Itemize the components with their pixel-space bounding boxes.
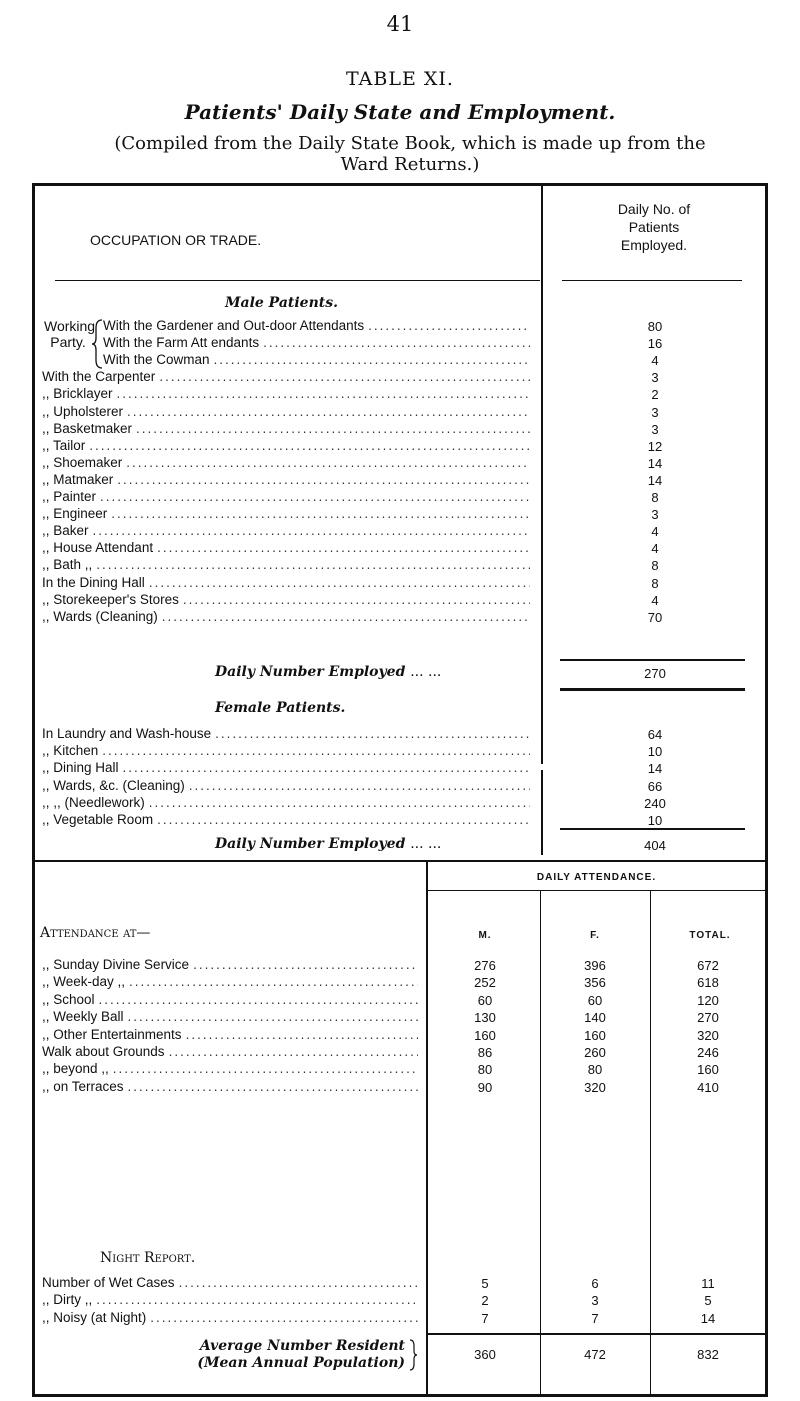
- male-row-label: With the Gardener and Out-door Attendants: [103, 318, 365, 333]
- col-total-header: TOTAL.: [689, 930, 731, 941]
- attendance-row-label: ,, Sunday Divine Service: [42, 957, 190, 972]
- attendance-row: [42, 957, 418, 974]
- male-row-value: 12: [647, 438, 663, 454]
- male-row: [42, 438, 530, 455]
- attendance-row: [42, 992, 418, 1009]
- female-row-value: 10: [647, 813, 663, 828]
- male-row: [42, 575, 530, 592]
- female-row: [42, 726, 530, 743]
- working-party-brace: [90, 318, 104, 370]
- table-left-rule: [32, 183, 35, 1397]
- table-subtitle: Patients' Daily State and Employment.: [184, 100, 616, 124]
- female-row: [42, 812, 530, 829]
- male-row-value: 3: [651, 404, 659, 420]
- night-row-label: Number of Wet Cases: [42, 1275, 175, 1290]
- attendance-total-value: 410: [697, 1079, 719, 1095]
- leader-dots: [113, 1061, 418, 1076]
- male-row-value: 2: [651, 387, 659, 403]
- attendance-row-label: ,, on Terraces: [42, 1078, 124, 1094]
- daily-no-header-line-3: Employed.: [620, 237, 688, 253]
- male-row-label: ,, Matmaker: [42, 471, 114, 487]
- male-row-value: 8: [651, 558, 659, 574]
- night-f-value: 6: [591, 1276, 599, 1291]
- male-row-value: 16: [647, 336, 663, 352]
- header-rule-left: [55, 280, 540, 281]
- male-row-label: ,, Engineer: [42, 506, 108, 522]
- leader-dots: [123, 760, 530, 775]
- male-row: [103, 335, 530, 352]
- table-top-rule: [32, 183, 768, 186]
- compiled-note-line-2: Ward Returns.): [340, 154, 480, 175]
- male-row: [42, 592, 530, 609]
- night-row-label: ,, Dirty ,,: [42, 1292, 93, 1308]
- attendance-at-label: Attendance at—: [40, 925, 151, 941]
- female-row-label: ,, ,, (Needlework): [42, 794, 145, 810]
- attendance-row-label: ,, Week-day ,,: [42, 974, 126, 990]
- female-row-label: In Laundry and Wash-house: [42, 726, 212, 741]
- daily-no-header: [543, 200, 765, 254]
- female-row: [42, 795, 530, 812]
- leader-dots: [93, 523, 530, 538]
- male-total-rule-bottom: [560, 688, 745, 691]
- female-total-label: Daily Number Employed ... ...: [215, 836, 442, 852]
- attendance-row: [42, 1009, 418, 1026]
- female-row-value: 240: [644, 795, 666, 811]
- avg-label: [105, 1338, 405, 1372]
- attendance-row: [42, 1027, 418, 1044]
- leader-dots: [186, 1027, 418, 1042]
- female-row-label: ,, Vegetable Room: [42, 812, 154, 827]
- attendance-divider-label: [426, 862, 428, 1394]
- leader-dots: [215, 726, 530, 741]
- male-row-value: 3: [651, 421, 659, 437]
- male-row-value: 14: [647, 472, 663, 488]
- female-row-label: ,, Wards, &c. (Cleaning): [42, 777, 185, 793]
- leader-dots: [99, 992, 418, 1007]
- attendance-total-value: 672: [697, 958, 719, 973]
- attendance-total-value: 320: [697, 1027, 719, 1043]
- leader-dots: [169, 1044, 418, 1059]
- attendance-row-label: ,, Weekly Ball: [42, 1009, 124, 1025]
- night-m-value: 7: [481, 1310, 489, 1326]
- leader-dots: [263, 335, 530, 350]
- leader-dots: [149, 795, 530, 810]
- attendance-f-value: 160: [584, 1027, 606, 1043]
- male-row-label: ,, Baker: [42, 523, 89, 539]
- male-row-value: 3: [651, 507, 659, 523]
- female-patients-heading: Female Patients.: [215, 700, 346, 716]
- daily-no-header-line-1: Daily No. of: [617, 201, 691, 217]
- male-row: [42, 472, 530, 489]
- night-f-value: 3: [591, 1293, 599, 1309]
- compiled-note: [40, 133, 780, 175]
- leader-dots: [214, 352, 530, 367]
- attendance-row-label: ,, beyond ,,: [42, 1061, 109, 1077]
- leader-dots: [96, 1292, 418, 1307]
- female-row-value: 14: [647, 761, 663, 777]
- attendance-f-value: 356: [584, 975, 606, 991]
- attendance-f-value: 396: [584, 958, 606, 973]
- female-total-rule: [560, 828, 745, 830]
- attendance-m-value: 160: [474, 1027, 496, 1043]
- male-row-value: 8: [651, 490, 659, 505]
- female-row-value: 64: [647, 727, 663, 742]
- male-row-label: ,, Basketmaker: [42, 420, 133, 436]
- night-row: [42, 1275, 418, 1292]
- leader-dots: [193, 957, 418, 972]
- working-party-label: [44, 318, 96, 350]
- attendance-f-value: 60: [587, 992, 603, 1008]
- male-row-label: ,, Storekeeper's Stores: [42, 591, 179, 607]
- night-report-heading: Night Report.: [100, 1250, 196, 1266]
- leader-dots: [150, 1310, 418, 1325]
- table-bottom-rule: [32, 1394, 768, 1397]
- female-box-left: [541, 770, 543, 855]
- night-total-value: 11: [701, 1276, 715, 1291]
- male-row: [42, 609, 530, 626]
- attendance-m-value: 252: [474, 975, 496, 991]
- avg-m-value: 360: [474, 1347, 496, 1362]
- male-row: [42, 455, 530, 472]
- male-row-value: 4: [651, 592, 659, 608]
- male-row-label: ,, Wards (Cleaning): [42, 608, 158, 624]
- leader-dots: [127, 404, 530, 419]
- male-total-label: Daily Number Employed ... ...: [215, 664, 442, 680]
- attendance-m-value: 130: [474, 1010, 496, 1026]
- leader-dots: [136, 421, 530, 436]
- daily-no-header-line-2: Patients: [628, 219, 680, 235]
- male-patients-heading: Male Patients.: [225, 295, 338, 311]
- table-right-rule: [765, 183, 768, 1397]
- leader-dots: [128, 1009, 418, 1024]
- leader-dots: [111, 506, 530, 521]
- night-row: [42, 1292, 418, 1309]
- male-row-label: With the Cowman: [103, 352, 210, 368]
- attendance-row-label: Walk about Grounds: [42, 1044, 165, 1059]
- male-row: [42, 421, 530, 438]
- attendance-group-rule: [428, 890, 765, 891]
- female-row-label: ,, Dining Hall: [42, 760, 119, 776]
- leader-dots: [368, 318, 530, 333]
- male-total-label-text: Daily Number Employed: [215, 664, 406, 680]
- header-rule-right: [562, 280, 742, 281]
- leader-dots: [157, 540, 530, 555]
- night-f-value: 7: [591, 1310, 599, 1326]
- attendance-m-value: 90: [477, 1079, 493, 1095]
- attendance-row: [42, 1044, 418, 1061]
- leader-dots: [96, 557, 530, 572]
- night-m-value: 5: [481, 1276, 489, 1291]
- attendance-total-value: 246: [697, 1045, 719, 1060]
- leader-dots: [117, 386, 530, 401]
- leader-dots: [100, 489, 530, 504]
- leader-dots: [128, 1079, 418, 1094]
- leader-dots: [126, 455, 530, 470]
- male-row-label: With the Carpenter: [42, 369, 156, 385]
- occupation-header: OCCUPATION OR TRADE.: [90, 232, 262, 248]
- male-row: [42, 489, 530, 506]
- male-row: [42, 506, 530, 523]
- attendance-m-value: 276: [474, 958, 496, 973]
- attendance-total-value: 160: [697, 1062, 719, 1078]
- female-row-value: 10: [647, 744, 663, 760]
- male-total-value: 270: [644, 666, 666, 681]
- leader-dots: [117, 472, 530, 487]
- col-m-header: M.: [478, 930, 492, 941]
- night-total-value: 5: [704, 1293, 712, 1309]
- leader-dots: [149, 575, 530, 590]
- attendance-row: [42, 1061, 418, 1078]
- male-row-value: 4: [651, 353, 659, 369]
- attendance-f-value: 260: [584, 1045, 606, 1060]
- male-row-value: 4: [651, 541, 659, 557]
- male-row: [42, 557, 530, 574]
- male-row-value: 14: [647, 455, 663, 471]
- leader-dots: [102, 743, 530, 758]
- page-number: 41: [386, 12, 414, 36]
- attendance-divider-ftotal: [650, 890, 651, 1394]
- table-title: TABLE XI.: [346, 68, 454, 90]
- male-row: [103, 352, 530, 369]
- attendance-m-value: 60: [477, 992, 493, 1008]
- attendance-m-value: 86: [477, 1045, 493, 1060]
- daily-attendance-header: DAILY ATTENDANCE.: [536, 872, 657, 883]
- avg-label-line-1: Average Number Resident: [199, 1338, 405, 1354]
- attendance-total-value: 270: [697, 1010, 719, 1026]
- male-row-value: 3: [651, 370, 659, 386]
- male-row-label: ,, Bath ,,: [42, 557, 93, 573]
- male-row-label: ,, Tailor: [42, 437, 86, 453]
- leader-dots: [179, 1275, 418, 1290]
- attendance-row: [42, 1079, 418, 1096]
- male-row-value: 70: [647, 609, 663, 625]
- female-row: [42, 778, 530, 795]
- male-row-value: 80: [647, 319, 663, 334]
- female-row: [42, 743, 530, 760]
- attendance-divider-mf: [540, 890, 541, 1394]
- leader-dots: [89, 438, 530, 453]
- leader-dots: [159, 369, 530, 384]
- col-f-header: F.: [590, 930, 600, 941]
- avg-label-line-2: (Mean Annual Population): [197, 1355, 405, 1371]
- attendance-row-label: ,, Other Entertainments: [42, 1026, 182, 1042]
- working-party-line-2: Party.: [50, 334, 86, 350]
- male-total-rule: [560, 659, 745, 661]
- leader-dots: [183, 592, 530, 607]
- avg-brace: [408, 1338, 418, 1372]
- female-total-label-text: Daily Number Employed: [215, 836, 406, 852]
- attendance-f-value: 320: [584, 1079, 606, 1095]
- male-row-label: In the Dining Hall: [42, 574, 145, 590]
- attendance-total-value: 618: [697, 975, 719, 991]
- attendance-top-rule: [32, 860, 768, 862]
- male-row: [103, 318, 530, 335]
- female-row: [42, 760, 530, 777]
- attendance-row-label: ,, School: [42, 991, 95, 1007]
- male-row-label: ,, Bricklayer: [42, 386, 113, 402]
- compiled-note-line-1: (Compiled from the Daily State Book, which is made up from the: [114, 133, 706, 154]
- male-row-value: 4: [651, 524, 659, 540]
- male-row-label: With the Farm Att endants: [103, 335, 260, 351]
- avg-f-value: 472: [584, 1347, 606, 1362]
- male-row: [42, 369, 530, 386]
- attendance-m-value: 80: [477, 1062, 493, 1078]
- avg-top-rule: [428, 1333, 765, 1335]
- attendance-f-value: 140: [584, 1010, 606, 1026]
- male-row-value: 8: [651, 575, 659, 591]
- night-m-value: 2: [481, 1293, 489, 1309]
- avg-total-value: 832: [697, 1347, 719, 1362]
- working-party-line-1: Working: [44, 318, 96, 334]
- attendance-f-value: 80: [587, 1062, 603, 1078]
- male-row: [42, 540, 530, 557]
- female-row-value: 66: [647, 778, 663, 794]
- leader-dots: [189, 778, 530, 793]
- male-row: [42, 404, 530, 421]
- upper-column-divider: [541, 186, 543, 764]
- male-row-label: ,, House Attendant: [42, 540, 154, 556]
- male-row: [42, 523, 530, 540]
- female-total-value: 404: [644, 838, 666, 853]
- male-row-label: ,, Painter: [42, 489, 97, 504]
- night-row-label: ,, Noisy (at Night): [42, 1309, 147, 1325]
- attendance-row: [42, 974, 418, 991]
- female-row-label: ,, Kitchen: [42, 743, 99, 759]
- male-row: [42, 386, 530, 403]
- male-row-label: ,, Shoemaker: [42, 454, 123, 470]
- night-row: [42, 1310, 418, 1327]
- male-row-label: ,, Upholsterer: [42, 403, 124, 419]
- leader-dots: [162, 609, 530, 624]
- leader-dots: [129, 974, 418, 989]
- attendance-total-value: 120: [697, 992, 719, 1008]
- leader-dots: [157, 812, 530, 827]
- night-total-value: 14: [700, 1310, 716, 1326]
